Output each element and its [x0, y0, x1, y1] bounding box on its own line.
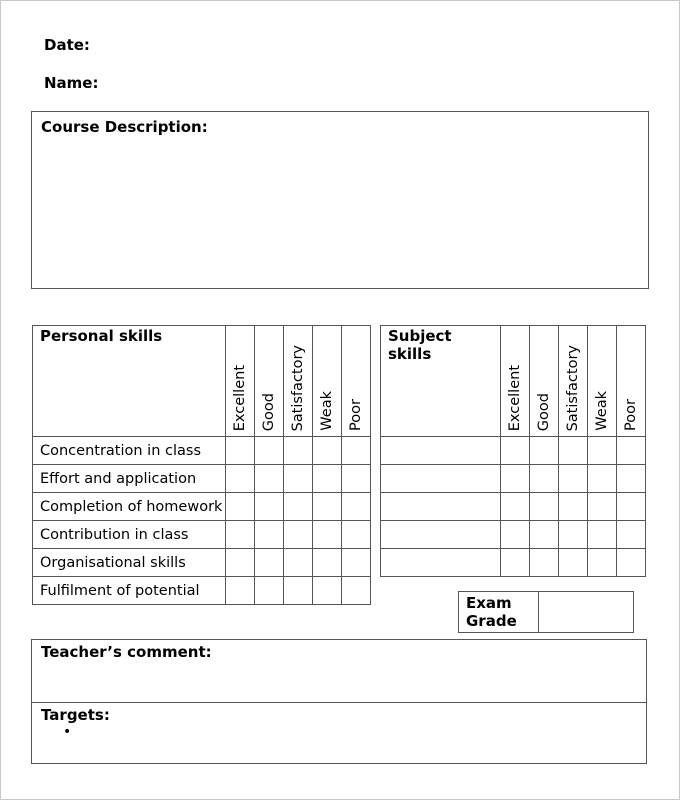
rating-label: Satisfactory: [290, 344, 306, 431]
table-row: [381, 437, 646, 465]
course-description-label: Course Description:: [41, 118, 208, 136]
rating-label: Weak: [594, 391, 610, 431]
rating-cell[interactable]: [284, 465, 313, 493]
header-good: [255, 326, 284, 437]
header-poor: [342, 326, 371, 437]
exam-grade-box: [458, 591, 634, 633]
rating-cell[interactable]: [342, 521, 371, 549]
rating-label: Excellent: [232, 364, 248, 431]
rating-cell[interactable]: [501, 549, 530, 577]
rating-cell[interactable]: [530, 493, 559, 521]
rating-cell[interactable]: [342, 465, 371, 493]
rating-cell[interactable]: [284, 493, 313, 521]
exam-grade-label: [459, 592, 539, 632]
rating-label: Satisfactory: [565, 344, 581, 431]
subject-skills-title-cell: [381, 326, 501, 437]
rating-cell[interactable]: [313, 521, 342, 549]
rating-cell[interactable]: [588, 493, 617, 521]
personal-skills-title-cell: [33, 326, 226, 437]
rating-cell[interactable]: [284, 577, 313, 605]
targets-label: Targets:: [41, 706, 110, 724]
rating-cell[interactable]: [617, 549, 646, 577]
exam-grade-field[interactable]: [539, 592, 633, 632]
rating-cell[interactable]: [342, 577, 371, 605]
header-weak: [313, 326, 342, 437]
rating-cell[interactable]: [559, 437, 588, 465]
subject-skills-header-row: [381, 326, 646, 437]
rating-cell[interactable]: [588, 437, 617, 465]
header-weak: [588, 326, 617, 437]
header-poor: [617, 326, 646, 437]
rating-cell[interactable]: [559, 493, 588, 521]
rating-cell[interactable]: [501, 521, 530, 549]
rating-label: Weak: [319, 391, 335, 431]
subject-name-cell[interactable]: [381, 465, 501, 493]
rating-cell[interactable]: [530, 465, 559, 493]
rating-cell[interactable]: [588, 549, 617, 577]
rating-cell[interactable]: [284, 437, 313, 465]
rating-cell[interactable]: [255, 465, 284, 493]
rating-label: Poor: [348, 399, 364, 431]
rating-cell[interactable]: [617, 521, 646, 549]
rating-cell[interactable]: [559, 465, 588, 493]
rating-cell[interactable]: [255, 437, 284, 465]
header-good: [530, 326, 559, 437]
rating-cell[interactable]: [226, 577, 255, 605]
rating-cell[interactable]: [501, 437, 530, 465]
rating-cell[interactable]: [313, 577, 342, 605]
rating-cell[interactable]: [226, 521, 255, 549]
rating-cell[interactable]: [255, 577, 284, 605]
name-label: Name:: [44, 74, 99, 92]
table-row: [381, 521, 646, 549]
rating-cell[interactable]: [342, 437, 371, 465]
skill-name: Organisational skills: [33, 549, 226, 577]
exam-label-line2: Grade: [466, 612, 517, 630]
table-row: [33, 549, 371, 577]
rating-label: Excellent: [507, 364, 523, 431]
table-row: [33, 521, 371, 549]
table-row: [381, 493, 646, 521]
rating-label: Good: [536, 392, 552, 431]
targets-bullet[interactable]: •: [63, 724, 72, 740]
subject-name-cell[interactable]: [381, 437, 501, 465]
table-row: [33, 493, 371, 521]
personal-skills-header-row: [33, 326, 371, 437]
header-satisfactory: [284, 326, 313, 437]
rating-cell[interactable]: [313, 437, 342, 465]
rating-cell[interactable]: [588, 521, 617, 549]
comment-targets-box: [31, 639, 647, 764]
subject-skills-table: [380, 325, 646, 577]
rating-cell[interactable]: [559, 521, 588, 549]
rating-cell[interactable]: [617, 493, 646, 521]
personal-skills-title: Personal skills: [40, 327, 163, 345]
rating-cell[interactable]: [530, 437, 559, 465]
skill-name: Fulfilment of potential: [33, 577, 226, 605]
teacher-comment-label: Teacher’s comment:: [41, 643, 212, 661]
subject-name-cell[interactable]: [381, 549, 501, 577]
rating-cell[interactable]: [501, 493, 530, 521]
course-description-box[interactable]: [31, 111, 649, 289]
header-excellent: [226, 326, 255, 437]
rating-cell[interactable]: [226, 465, 255, 493]
rating-cell[interactable]: [342, 493, 371, 521]
skill-name: Contribution in class: [33, 521, 226, 549]
rating-label: Poor: [623, 399, 639, 431]
table-row: [381, 549, 646, 577]
rating-cell[interactable]: [342, 549, 371, 577]
subject-name-cell[interactable]: [381, 521, 501, 549]
rating-cell[interactable]: [255, 549, 284, 577]
table-row: [381, 465, 646, 493]
rating-label: Good: [261, 392, 277, 431]
rating-cell[interactable]: [313, 493, 342, 521]
skill-name: Completion of homework: [33, 493, 226, 521]
rating-cell[interactable]: [255, 521, 284, 549]
teacher-comment-section[interactable]: [32, 640, 646, 703]
rating-cell[interactable]: [588, 465, 617, 493]
table-row: [33, 577, 371, 605]
rating-cell[interactable]: [501, 465, 530, 493]
table-row: [33, 465, 371, 493]
skill-name: Concentration in class: [33, 437, 226, 465]
rating-cell[interactable]: [284, 549, 313, 577]
rating-cell[interactable]: [226, 549, 255, 577]
table-row: [33, 437, 371, 465]
date-label: Date:: [44, 36, 90, 54]
rating-cell[interactable]: [284, 521, 313, 549]
rating-cell[interactable]: [530, 549, 559, 577]
subject-skills-title: Subject skills: [388, 327, 452, 363]
skill-name: Effort and application: [33, 465, 226, 493]
header-satisfactory: [559, 326, 588, 437]
subject-name-cell[interactable]: [381, 493, 501, 521]
rating-cell[interactable]: [617, 437, 646, 465]
rating-cell[interactable]: [617, 465, 646, 493]
rating-cell[interactable]: [226, 437, 255, 465]
rating-cell[interactable]: [255, 493, 284, 521]
rating-cell[interactable]: [226, 493, 255, 521]
exam-label-line1: Exam: [466, 594, 512, 612]
rating-cell[interactable]: [313, 549, 342, 577]
rating-cell[interactable]: [313, 465, 342, 493]
header-excellent: [501, 326, 530, 437]
rating-cell[interactable]: [530, 521, 559, 549]
personal-skills-table: [32, 325, 371, 605]
rating-cell[interactable]: [559, 549, 588, 577]
